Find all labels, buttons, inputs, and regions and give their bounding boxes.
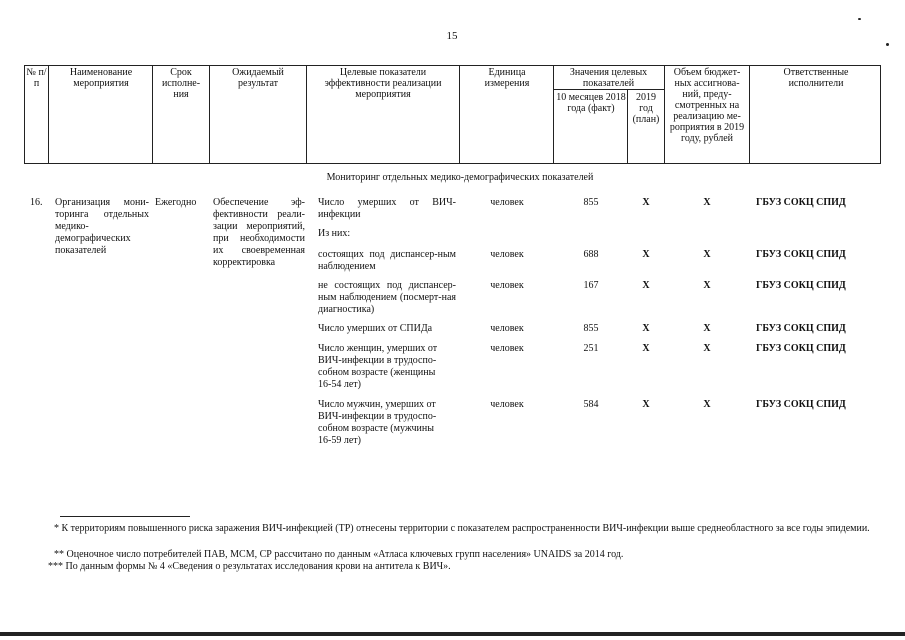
column-divider [664,65,665,164]
budget-cell: Х [703,323,711,334]
values-subheader-border [553,89,664,90]
indicator-cell: Число мужчин, умерших от ВИЧ-инфекции в трудоспо-собном возрасте (мужчины 16-59 лет) [318,399,437,446]
row-result: Обеспечение эф-фективности реали-зации мероприятий, при необходимости их своевременная корректировка [213,197,305,268]
table-right-border [880,65,881,164]
unit-cell: человек [490,280,524,291]
footnote-1: * К территориям повышенного риска заражения ВИЧ-инфекцией (ТР) отнесены территории с показателем распространенности ВИЧ-инфекции выше среднеобластного за все годы эпидемии. [54,523,870,534]
indicator-cell: не состоящих под диспансер-ным наблюдением (посмерт-ная диагностика) [318,280,456,315]
scan-mark [886,43,889,46]
unit-cell: человек [490,323,524,334]
indicator-cell: Число женщин, умерших от ВИЧ-инфекции в трудоспо-собном возрасте (женщины 16-54 лет) [318,343,438,390]
indicator-cell: состоящих под диспансер-ным наблюдением [318,249,456,272]
budget-cell: Х [703,197,711,208]
row-number: 16. [30,197,43,208]
column-divider [306,65,307,164]
page-number: 15 [446,30,458,42]
header-term: Срок исполне-ния [161,67,201,100]
budget-cell: Х [703,280,711,291]
header-name: Наименование мероприятия [69,67,133,89]
header-num: № п/п [26,67,47,89]
budget-cell: Х [703,249,711,260]
scan-mark [858,18,861,20]
unit-cell: человек [490,249,524,260]
indicator-cell: Число умерших от ВИЧ-инфекции [318,197,456,220]
header-unit: Единица измерения [484,67,530,89]
fact-cell: 167 [583,280,599,291]
executor-cell: ГБУЗ СОКЦ СПИД [756,197,846,208]
fact-cell: 584 [583,399,599,410]
plan-cell: Х [642,343,650,354]
footnote-2: ** Оценочное число потребителей ПАВ, МСМ, СР рассчитано по данным «Атласа ключевых групп населения» UNAIDS за 2014 год. [54,549,624,560]
row-term: Ежегодно [155,197,197,208]
row-activity-name: Организация мони-торинга отдельных медико-демографических показателей [55,197,149,256]
fact-cell: 855 [583,323,599,334]
executor-cell: ГБУЗ СОКЦ СПИД [756,323,846,334]
footnote-separator [60,516,190,517]
header-budget: Объем бюджет-ных ассигнова-ний, преду-смотренных на реализацию ме-роприятия в 2019 году, рублей [669,67,745,144]
fact-cell: 688 [583,249,599,260]
unit-cell: человек [490,197,524,208]
executor-cell: ГБУЗ СОКЦ СПИД [756,343,846,354]
executor-cell: ГБУЗ СОКЦ СПИД [756,249,846,260]
header-result: Ожидаемый результат [232,67,284,89]
executor-cell: ГБУЗ СОКЦ СПИД [756,280,846,291]
fact-cell: 251 [583,343,599,354]
plan-cell: Х [642,399,650,410]
unit-cell: человек [490,399,524,410]
indicator-cell: Из них: [318,228,351,239]
header-indicators: Целевые показатели эффективности реализации мероприятия [324,67,442,100]
footnote-3: *** По данным формы № 4 «Сведения о результатах исследования крови на антитела к ВИЧ». [48,561,451,572]
column-divider [48,65,49,164]
header-values: Значения целевых показателей [569,67,648,89]
plan-cell: Х [642,197,650,208]
indicator-cell: Число умерших от СПИДа [318,323,433,334]
unit-cell: человек [490,343,524,354]
header-executors: Ответственные исполнители [783,67,849,89]
table-left-border [24,65,25,164]
budget-cell: Х [703,343,711,354]
section-title: Мониторинг отдельных медико-демографических показателей [326,172,594,183]
plan-cell: Х [642,249,650,260]
executor-cell: ГБУЗ СОКЦ СПИД [756,399,846,410]
column-divider [209,65,210,164]
header-values-plan: 2019 год (план) [632,92,660,125]
column-divider [152,65,153,164]
scan-edge [0,632,905,636]
column-divider [459,65,460,164]
plan-cell: Х [642,323,650,334]
column-divider [627,89,628,164]
column-divider [749,65,750,164]
column-divider [553,65,554,164]
budget-cell: Х [703,399,711,410]
plan-cell: Х [642,280,650,291]
fact-cell: 855 [583,197,599,208]
header-values-fact: 10 месяцев 2018 года (факт) [556,92,626,114]
